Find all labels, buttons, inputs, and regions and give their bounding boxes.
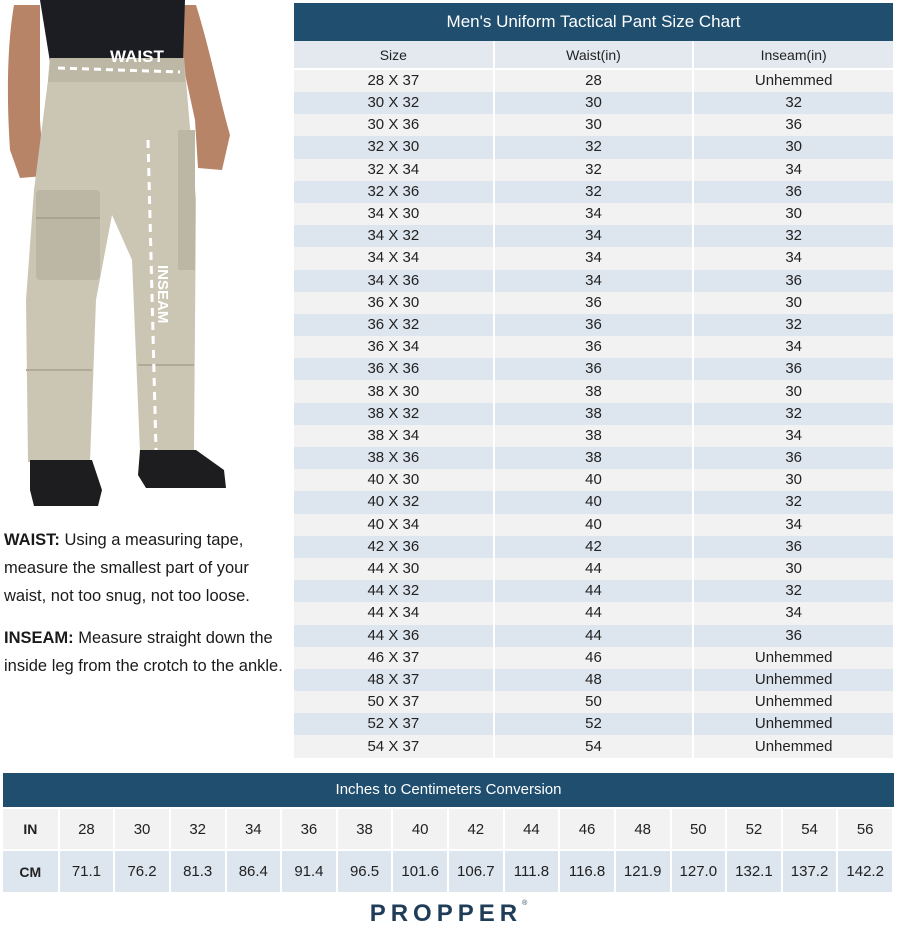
size-row bbox=[294, 602, 893, 624]
inseam-cell: 30 bbox=[693, 292, 893, 314]
size-row bbox=[294, 92, 893, 114]
size-cell: 32 X 34 bbox=[294, 159, 494, 181]
inseam-cell: 34 bbox=[693, 159, 893, 181]
waist-cell: 34 bbox=[494, 203, 694, 225]
left-boot bbox=[30, 460, 102, 506]
size-cell: 40 X 34 bbox=[294, 514, 494, 536]
size-cell: 38 X 34 bbox=[294, 425, 494, 447]
inseam-cell: Unhemmed bbox=[693, 69, 893, 92]
waist-cell: 46 bbox=[494, 647, 694, 669]
waist-header: Waist(in) bbox=[494, 41, 694, 69]
inches-cell: 46 bbox=[559, 808, 615, 850]
size-cell: 48 X 37 bbox=[294, 669, 494, 691]
size-cell: 38 X 32 bbox=[294, 403, 494, 425]
size-cell: 46 X 37 bbox=[294, 647, 494, 669]
waist-cell: 44 bbox=[494, 558, 694, 580]
centimeters-cell: 86.4 bbox=[226, 850, 282, 892]
waist-cell: 40 bbox=[494, 514, 694, 536]
inches-cell: 36 bbox=[281, 808, 337, 850]
size-row bbox=[294, 270, 893, 292]
inseam-cell: 32 bbox=[693, 314, 893, 336]
size-row bbox=[294, 380, 893, 402]
inseam-cell: 30 bbox=[693, 203, 893, 225]
waist-term: WAIST: bbox=[4, 531, 60, 549]
size-row bbox=[294, 647, 893, 669]
size-row bbox=[294, 136, 893, 158]
inseam-header: Inseam(in) bbox=[693, 41, 893, 69]
right-cargo-pocket bbox=[178, 130, 195, 270]
size-row bbox=[294, 425, 893, 447]
waist-cell: 32 bbox=[494, 136, 694, 158]
inches-cell: 42 bbox=[448, 808, 504, 850]
size-cell: 50 X 37 bbox=[294, 691, 494, 713]
size-row bbox=[294, 491, 893, 513]
centimeters-cell: 116.8 bbox=[559, 850, 615, 892]
inches-row-label: IN bbox=[3, 808, 59, 850]
centimeters-row-label: CM bbox=[3, 850, 59, 892]
centimeters-cell: 71.1 bbox=[59, 850, 115, 892]
inches-cell: 34 bbox=[226, 808, 282, 850]
size-cell: 54 X 37 bbox=[294, 735, 494, 757]
size-row bbox=[294, 558, 893, 580]
size-cell: 40 X 30 bbox=[294, 469, 494, 491]
inseam-cell: 36 bbox=[693, 447, 893, 469]
size-cell: 42 X 36 bbox=[294, 536, 494, 558]
size-cell: 44 X 32 bbox=[294, 580, 494, 602]
size-row bbox=[294, 669, 893, 691]
propper-logo bbox=[0, 900, 897, 928]
inches-cell: 28 bbox=[59, 808, 115, 850]
measurement-instructions bbox=[4, 526, 290, 694]
inseam-cell: Unhemmed bbox=[693, 713, 893, 735]
size-cell: 30 X 32 bbox=[294, 92, 494, 114]
conversion-table bbox=[3, 807, 894, 892]
conversion-title: Inches to Centimeters Conversion bbox=[3, 773, 894, 807]
waist-instruction-text: Using a measuring tape, measure the smallest part of your waist, not too snug, not too loose. bbox=[4, 531, 250, 605]
inches-cell: 40 bbox=[392, 808, 448, 850]
size-cell: 40 X 32 bbox=[294, 491, 494, 513]
brand-name: PROPPER bbox=[369, 900, 523, 927]
centimeters-cell: 137.2 bbox=[782, 850, 838, 892]
centimeters-cell: 101.6 bbox=[392, 850, 448, 892]
size-cell: 36 X 34 bbox=[294, 336, 494, 358]
centimeters-cell: 132.1 bbox=[726, 850, 782, 892]
waist-cell: 32 bbox=[494, 181, 694, 203]
size-row bbox=[294, 247, 893, 269]
waist-cell: 30 bbox=[494, 92, 694, 114]
centimeters-cell: 127.0 bbox=[671, 850, 727, 892]
waist-cell: 36 bbox=[494, 358, 694, 380]
size-cell: 34 X 36 bbox=[294, 270, 494, 292]
size-row bbox=[294, 403, 893, 425]
size-header: Size bbox=[294, 41, 494, 69]
size-row bbox=[294, 203, 893, 225]
inseam-cell: Unhemmed bbox=[693, 647, 893, 669]
waist-cell: 28 bbox=[494, 69, 694, 92]
size-row bbox=[294, 181, 893, 203]
inseam-instruction bbox=[4, 624, 290, 680]
inches-cell: 44 bbox=[504, 808, 560, 850]
size-chart bbox=[294, 3, 893, 758]
waist-cell: 34 bbox=[494, 270, 694, 292]
size-chart-header-row bbox=[294, 41, 893, 69]
inseam-cell: 34 bbox=[693, 514, 893, 536]
pants-figure bbox=[0, 0, 290, 515]
size-cell: 34 X 32 bbox=[294, 225, 494, 247]
inseam-cell: 36 bbox=[693, 625, 893, 647]
waist-cell: 34 bbox=[494, 247, 694, 269]
waist-cell: 42 bbox=[494, 536, 694, 558]
inches-cell: 38 bbox=[337, 808, 393, 850]
size-cell: 34 X 30 bbox=[294, 203, 494, 225]
inseam-cell: 32 bbox=[693, 92, 893, 114]
inseam-cell: 34 bbox=[693, 247, 893, 269]
size-row bbox=[294, 691, 893, 713]
inseam-cell: Unhemmed bbox=[693, 735, 893, 757]
waist-cell: 38 bbox=[494, 380, 694, 402]
waist-cell: 34 bbox=[494, 225, 694, 247]
waist-cell: 36 bbox=[494, 314, 694, 336]
pants-illustration bbox=[0, 0, 290, 515]
inches-cell: 56 bbox=[837, 808, 893, 850]
inseam-cell: 30 bbox=[693, 136, 893, 158]
inseam-cell: 34 bbox=[693, 336, 893, 358]
waist-cell: 30 bbox=[494, 114, 694, 136]
waist-cell: 38 bbox=[494, 447, 694, 469]
registered-mark: ® bbox=[522, 900, 528, 907]
size-row bbox=[294, 735, 893, 757]
inseam-cell: Unhemmed bbox=[693, 691, 893, 713]
size-row bbox=[294, 713, 893, 735]
waist-cell: 50 bbox=[494, 691, 694, 713]
waist-label: WAIST bbox=[110, 47, 164, 66]
size-cell: 44 X 34 bbox=[294, 602, 494, 624]
size-cell: 36 X 32 bbox=[294, 314, 494, 336]
centimeters-cell: 111.8 bbox=[504, 850, 560, 892]
inseam-term: INSEAM: bbox=[4, 629, 74, 647]
waist-cell: 44 bbox=[494, 602, 694, 624]
size-row bbox=[294, 447, 893, 469]
size-cell: 52 X 37 bbox=[294, 713, 494, 735]
waist-cell: 52 bbox=[494, 713, 694, 735]
centimeters-cell: 76.2 bbox=[114, 850, 170, 892]
inseam-instruction-text: Measure straight down the inside leg from the crotch to the ankle. bbox=[4, 629, 283, 675]
size-row bbox=[294, 580, 893, 602]
size-row bbox=[294, 358, 893, 380]
inseam-cell: 36 bbox=[693, 358, 893, 380]
size-cell: 36 X 36 bbox=[294, 358, 494, 380]
size-cell: 30 X 36 bbox=[294, 114, 494, 136]
inseam-cell: 34 bbox=[693, 602, 893, 624]
inseam-cell: 30 bbox=[693, 558, 893, 580]
size-cell: 32 X 36 bbox=[294, 181, 494, 203]
inseam-cell: 32 bbox=[693, 403, 893, 425]
waist-cell: 32 bbox=[494, 159, 694, 181]
right-boot bbox=[138, 450, 226, 488]
size-row bbox=[294, 536, 893, 558]
size-row bbox=[294, 625, 893, 647]
inseam-cell: 30 bbox=[693, 380, 893, 402]
inseam-cell: 32 bbox=[693, 491, 893, 513]
centimeters-cell: 96.5 bbox=[337, 850, 393, 892]
size-cell: 38 X 36 bbox=[294, 447, 494, 469]
inseam-cell: Unhemmed bbox=[693, 669, 893, 691]
size-cell: 44 X 30 bbox=[294, 558, 494, 580]
inches-cell: 32 bbox=[170, 808, 226, 850]
waist-instruction bbox=[4, 526, 290, 610]
inseam-cell: 36 bbox=[693, 114, 893, 136]
centimeters-cell: 91.4 bbox=[281, 850, 337, 892]
size-cell: 28 X 37 bbox=[294, 69, 494, 92]
inches-cell: 50 bbox=[671, 808, 727, 850]
size-row bbox=[294, 336, 893, 358]
centimeters-cell: 142.2 bbox=[837, 850, 893, 892]
waist-cell: 44 bbox=[494, 580, 694, 602]
size-cell: 44 X 36 bbox=[294, 625, 494, 647]
size-cell: 34 X 34 bbox=[294, 247, 494, 269]
inches-cell: 30 bbox=[114, 808, 170, 850]
conversion-table-section bbox=[3, 773, 894, 892]
inseam-cell: 36 bbox=[693, 181, 893, 203]
inseam-cell: 36 bbox=[693, 270, 893, 292]
inseam-cell: 32 bbox=[693, 580, 893, 602]
waist-cell: 48 bbox=[494, 669, 694, 691]
waist-cell: 54 bbox=[494, 735, 694, 757]
size-chart-body bbox=[294, 69, 893, 758]
centimeters-cell: 81.3 bbox=[170, 850, 226, 892]
inches-cell: 54 bbox=[782, 808, 838, 850]
inseam-label: INSEAM bbox=[154, 265, 171, 324]
size-row bbox=[294, 114, 893, 136]
inseam-cell: 32 bbox=[693, 225, 893, 247]
inseam-cell: 34 bbox=[693, 425, 893, 447]
inseam-cell: 36 bbox=[693, 536, 893, 558]
size-row bbox=[294, 292, 893, 314]
size-row bbox=[294, 225, 893, 247]
left-cargo-pocket bbox=[36, 190, 100, 280]
size-chart-table bbox=[294, 41, 893, 758]
centimeters-cell: 121.9 bbox=[615, 850, 671, 892]
waist-cell: 40 bbox=[494, 469, 694, 491]
inches-cell: 52 bbox=[726, 808, 782, 850]
size-chart-title: Men's Uniform Tactical Pant Size Chart bbox=[294, 3, 893, 41]
size-cell: 36 X 30 bbox=[294, 292, 494, 314]
waist-cell: 36 bbox=[494, 336, 694, 358]
inches-cell: 48 bbox=[615, 808, 671, 850]
waist-cell: 38 bbox=[494, 403, 694, 425]
size-row bbox=[294, 69, 893, 92]
size-row bbox=[294, 314, 893, 336]
waist-cell: 40 bbox=[494, 491, 694, 513]
waist-cell: 44 bbox=[494, 625, 694, 647]
size-row bbox=[294, 469, 893, 491]
waist-cell: 36 bbox=[494, 292, 694, 314]
left-arm bbox=[8, 5, 44, 178]
centimeters-cell: 106.7 bbox=[448, 850, 504, 892]
size-row bbox=[294, 159, 893, 181]
inches-row bbox=[3, 808, 893, 850]
inseam-cell: 30 bbox=[693, 469, 893, 491]
size-cell: 32 X 30 bbox=[294, 136, 494, 158]
size-cell: 38 X 30 bbox=[294, 380, 494, 402]
centimeters-row bbox=[3, 850, 893, 892]
size-row bbox=[294, 514, 893, 536]
waist-cell: 38 bbox=[494, 425, 694, 447]
